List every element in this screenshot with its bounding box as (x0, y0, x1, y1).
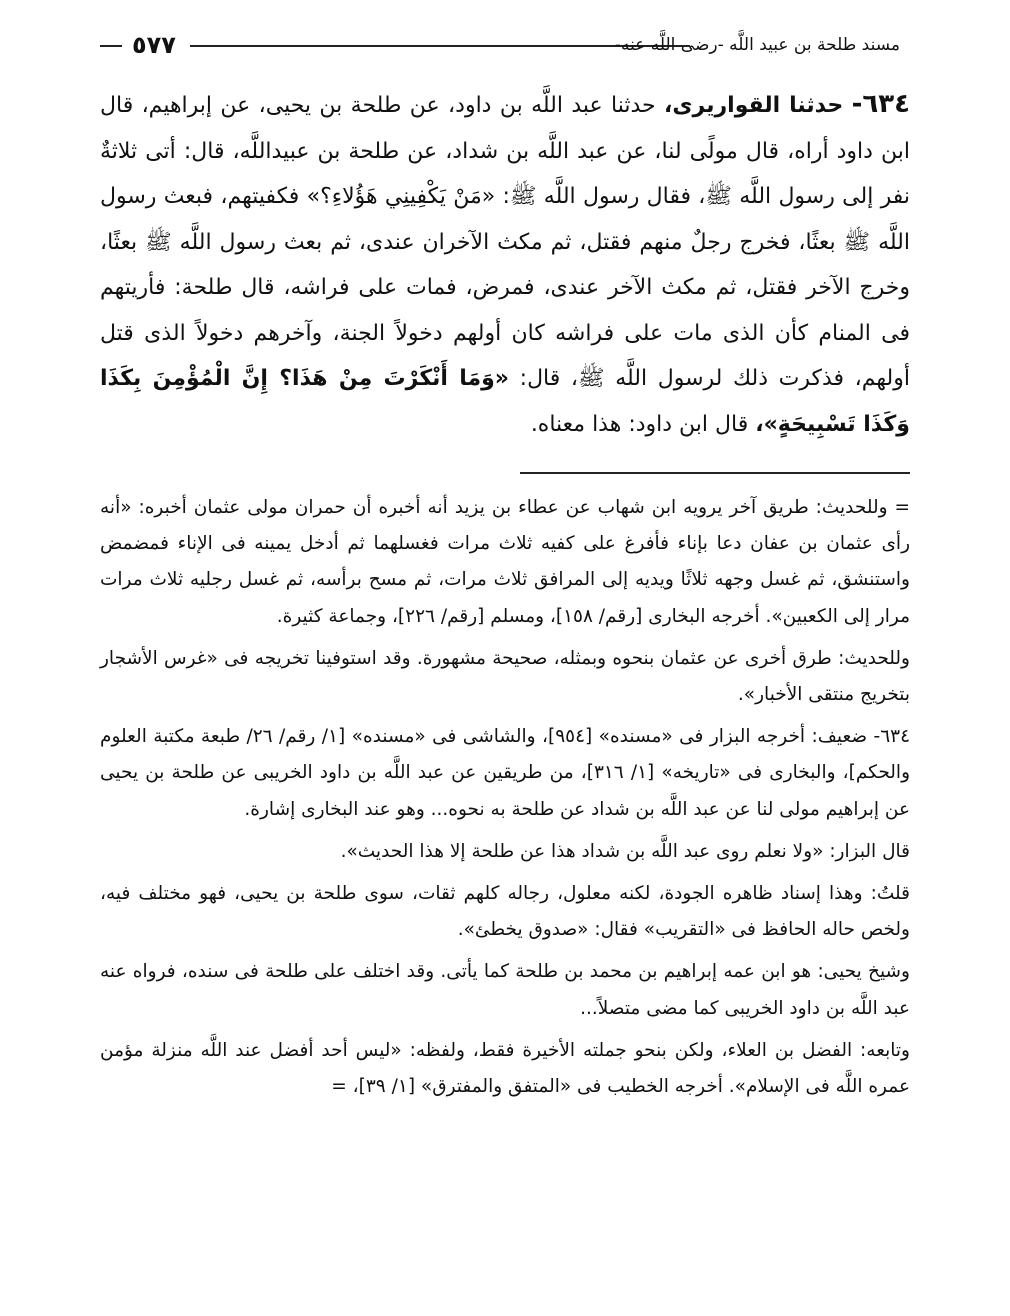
footnote-paragraph: قال البزار: «ولا نعلم روى عبد اللَّه بن شداد هذا عن طلحة إلا هذا الحديث». (340, 840, 910, 862)
hadith-opening: حدثنا القواريرى، (664, 93, 844, 118)
footnotes (100, 490, 910, 1105)
footnote-paragraph: وتابعه: الفضل بن العلاء، ولكن بنحو جملته الأخيرة فقط، ولفظه: «ليس أحد أفضل عند اللَّه منزلة مؤمن عمره اللَّه فى الإسلام». أخرجه الخطيب فى «المتفق والمفترق» [١/ ٣٩]، = (100, 1039, 910, 1098)
running-title: مسند طلحة بن عبيد اللَّه -رضى اللَّه عنه- (614, 35, 900, 55)
footnote-separator (520, 472, 910, 474)
hadith-quote: «وَمَا أَنْكَرْتَ مِنْ هَذَا؟ إِنَّ الْمُؤْمِنَ بِكَذَا وَكَذَا تَسْبِيحَةٍ»، (100, 366, 910, 437)
hadith-body: حدثنا عبد اللَّه بن داود، عن طلحة بن يحيى، عن إبراهيم، قال ابن داود أراه، قال مولًى لنا، عن عبد اللَّه بن شداد، عن طلحة بن عبيداللَّه، قال: أتى ثلاثةٌ نفر إلى رسول اللَّه ﷺ، فقال رسول اللَّه ﷺ: «مَنْ يَكْفِينِي هَؤُلاءِ؟» فكفيتهم، فبعث رسول اللَّه ﷺ بعثًا، فخرج رجلٌ منهم فقتل، ثم مكث الآخران عندى، ثم بعث رسول اللَّه ﷺ بعثًا، وخرج الآخر فقتل، ثم مكث الآخر عندى، فمرض، فمات على فراشه، قال طلحة: فأريتهم فى المنام كأن الذى مات على فراشه كان أولهم دخولاً الجنة، وآخرهم دخولاً الذى قتل أولهم، فذكرت ذلك لرسول اللَّه ﷺ، قال: (100, 93, 910, 391)
header-dash-left (100, 45, 122, 47)
hadith-number: ٦٣٤- (851, 89, 910, 119)
footnote-paragraph: ٦٣٤- ضعيف: أخرجه البزار فى «مسنده» [٩٥٤]، والشاشى فى «مسنده» [١/ رقم/ ٢٦/ طبعة مكتبة العلوم والحكم]، والبخارى فى «تاريخه» [١/ ٣١٦]، من طريقين عن عبد اللَّه بن داود الخريبى عن طلحة بن يحيى عن إبراهيم مولى لنا عن عبد اللَّه بن شداد عن طلحة به نحوه... وهو عند البخارى إشارة. (100, 726, 911, 820)
hadith-closing: قال ابن داود: هذا معناه. (530, 411, 749, 437)
footnote-paragraph: وللحديث: طرق أخرى عن عثمان بنحوه وبمثله، صحيحة مشهورة. وقد استوفينا تخريجه فى «غرس الأشجار بتخريج منتقى الأخبار». (100, 647, 910, 706)
hadith-text (100, 82, 910, 447)
hadith-paragraph (100, 82, 910, 447)
footnote-paragraph: = وللحديث: طريق آخر يرويه ابن شهاب عن عطاء بن يزيد أنه أخبره أن حمران مولى عثمان أخبره: «أنه رأى عثمان بن عفان دعا بإناء فأفرغ على كفيه ثلاث مرات فغسلهما ثم أدخل يمينه فى الإناء فمضمض واستنشق، ثم غسل وجهه ثلاثًا ويديه إلى المرافق ثلاث مرات، ثم مسح برأسه، ثم غسل رجليه ثلاث مرات مرار إلى الكعبين». أخرجه البخارى [رقم/ ١٥٨]، ومسلم [رقم/ ٢٢٦]، وجماعة كثيرة. (100, 497, 910, 627)
footnote-paragraph: قلتُ: وهذا إسناد ظاهره الجودة، لكنه معلول، رجاله كلهم ثقات، سوى طلحة بن يحيى، فهو مختلف فيه، ولخص حاله الحافظ فى «التقريب» فقال: «صدوق يخطئ». (100, 883, 910, 941)
page-number-text: ٥٧٧ (132, 31, 176, 59)
footnote-paragraph: وشيخ يحيى: هو ابن عمه إبراهيم بن محمد بن طلحة كما يأتى. وقد اختلف على طلحة فى سنده، فرواه عنه عبد اللَّه بن داود الخريبى كما مضى متصلاً... (100, 961, 910, 1019)
running-header (100, 30, 900, 60)
